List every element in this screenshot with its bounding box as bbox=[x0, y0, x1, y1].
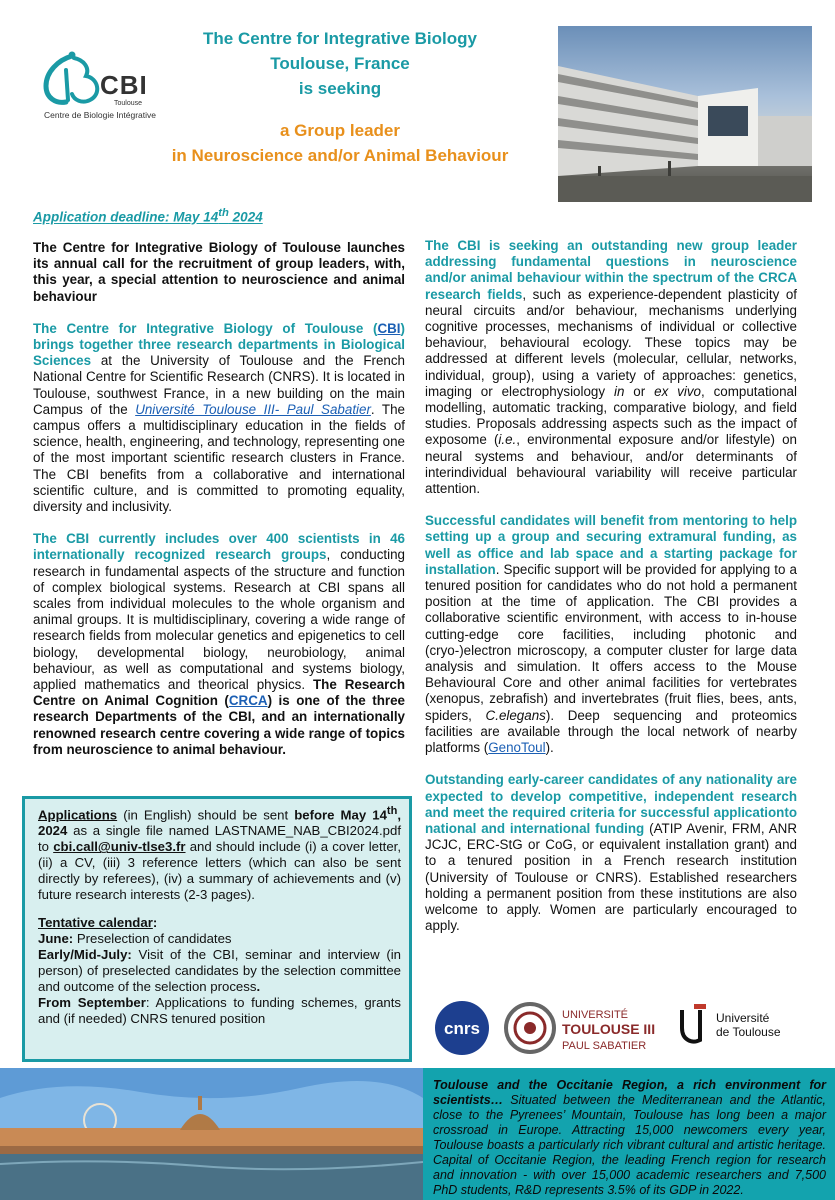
ut3-logo bbox=[506, 1004, 655, 1052]
cbi-desc-bold-a: The Centre for Integrative Biology of Toulouse ( bbox=[33, 320, 378, 336]
applications-deadline: before May 14 bbox=[294, 807, 387, 823]
seeking-paragraph bbox=[425, 238, 797, 497]
applications-label: Applications bbox=[38, 807, 118, 823]
intro-paragraph: The Centre for Integrative Biology of Toulouse launches its annual call for the recruitment of group leaders, with, this year, a special attention to neuroscience and animal behaviour bbox=[33, 240, 405, 304]
calendar-june bbox=[38, 931, 401, 947]
cnrs-logo bbox=[435, 1001, 489, 1055]
cbi-description-paragraph bbox=[33, 321, 405, 515]
udt-line1: Université bbox=[716, 1011, 770, 1025]
title-line-2: Toulouse, France bbox=[270, 54, 410, 73]
title-line-1: The Centre for Integrative Biology bbox=[203, 29, 477, 48]
september-text: : Applications to funding schemes, grants and (if needed) CNRS tenured position bbox=[38, 995, 401, 1027]
cbi-desc-text-2: . The campus offers a multidisciplinary education in the fields of science, health, engineering, and technology, representing one of the most important scientific research clusters in France. The CBI benefits from a collaborative and international scientific culture, and is committed to promoting equality, diversity and inclusivity. bbox=[33, 401, 405, 515]
deadline-year: 2024 bbox=[228, 209, 263, 225]
universite-de-toulouse-logo bbox=[682, 1004, 781, 1042]
cbi-building-photo bbox=[558, 26, 812, 202]
right-column bbox=[425, 238, 797, 950]
benefits-paragraph bbox=[425, 513, 797, 756]
logo-city: Toulouse bbox=[114, 100, 143, 107]
partner-logos bbox=[430, 998, 820, 1058]
june-text: Preselection of candidates bbox=[73, 931, 232, 947]
candidates-text: (ATIP Avenir, FRM, ANR JCJC, ERC-StG or CoG, or equivalent installation grant) and to a tenured position in a French research institution (University of Toulouse or CNRS). Established researchers holding a permanent position from these institutions are also welcome to apply. Women are particularly encouraged to apply. bbox=[425, 820, 797, 934]
applications-text-a: (in English) should be sent bbox=[117, 807, 295, 823]
july-text: Visit of the CBI, seminar and interview (in person) of preselected candidates by the selection committee and outcome of the selection process bbox=[38, 947, 401, 995]
c-elegans: C.elegans bbox=[485, 707, 546, 723]
udt-line2: de Toulouse bbox=[716, 1025, 781, 1039]
ut3-line2: TOULOUSE III bbox=[562, 1021, 656, 1037]
calendar-title: Tentative calendar bbox=[38, 915, 153, 931]
univ-paul-sabatier-link[interactable]: Université Toulouse III- Paul Sabatier bbox=[135, 401, 371, 417]
candidates-bold: Outstanding early-career candidates of any nationality are expected to develop competitive, independent research and meet the required criteria for successful applicationto national and international funding bbox=[425, 772, 797, 836]
applications-deadline-sup: th bbox=[386, 805, 398, 817]
ut3-line3: PAUL SABATIER bbox=[562, 1040, 647, 1052]
deadline-sup: th bbox=[218, 207, 229, 219]
groups-bold: The CBI currently includes over 400 scientists in 46 internationally recognized research groups bbox=[33, 531, 405, 563]
applications-text-c: and should include (i) a cover letter, (ii) a CV, (iii) 3 reference letters (which can also be sent directly by referees), (iv) a summary of achievements and (v) future research interests (2-3 pages). bbox=[38, 839, 401, 903]
cbi-desc-bold-b: ) brings together three research departments in Biological Sciences bbox=[33, 320, 405, 369]
applications-box bbox=[22, 796, 412, 1062]
ex-vivo: ex vivo bbox=[654, 383, 701, 399]
applications-text-b: as a single file named LASTNAME_NAB_CBI2024.pdf to bbox=[38, 823, 401, 855]
page-title bbox=[130, 26, 550, 101]
calendar-july bbox=[38, 947, 401, 995]
logo-full-name: Centre de Biologie Intégrative bbox=[44, 110, 156, 120]
cbi-desc-text: at the University of Toulouse and the French National Centre for Scientific Research (CNRS). It is located in Toulouse, southwest France, in a new building on the main Campus of the bbox=[33, 353, 405, 417]
applications-deadline-year: , 2024 bbox=[38, 807, 401, 839]
calendar-september bbox=[38, 995, 401, 1027]
cbi-groups-paragraph bbox=[33, 531, 405, 758]
crca-bold-b: ) is one of the three research Departments of the CBI, and an internationally renowned research centre covering a wide range of topics from neuroscience to animal behaviour. bbox=[33, 693, 405, 757]
benefits-bold: Successful candidates will benefit from mentoring to help setting up a group and securing extramural funding, as well as office and lab space and a starting package for installation bbox=[425, 513, 797, 577]
toulouse-text: Situated between the Mediterranean and the Atlantic, close to the Pyrenees’ Mountain, Toulouse has long been a major crossroad in Europe. Attracting 15,000 newcomers every year, Toulouse boasts a particularly rich vibrant cultural and artistic heritage. Capital of Occitanie Region, the leading French region for research and innovation - with over 15,000 academic researchers and 7,500 PhD students, R&D represents 3.5% of its GDP in 2022. bbox=[433, 1093, 826, 1197]
seeking-text-a: , such as experience-dependent plasticity of neural circuits and/or behaviour, mechanisms underlying cognitive processes, mechanisms of individual or collective behaviour, behavioural ecology. These topics may be addressed at different levels (molecular, cellular, networks, individual, group), using a variety of approaches: genetics, imaging or electrophysiology bbox=[425, 286, 797, 399]
benefits-text-a: . Specific support will be provided for applying to a tenured position for candidates who do not hold a permanent position at the time of application. The CBI provides a collaborative scientific environment, with access to in-house cutting-edge core facilities, including photonic and (cryo-)electron microscopy, a computer cluster for large data analysis and simulation. It offers access to the Mouse Behavioural Core and other animal facilities for vertebrates (xenopus, zebrafish) and invertebrates (fruit flies, bees, ants, spiders, bbox=[425, 561, 797, 723]
application-deadline bbox=[33, 207, 263, 225]
toulouse-bold: Toulouse and the Occitanie Region, a rich environment for scientists… bbox=[433, 1078, 826, 1107]
july-end: . bbox=[256, 979, 261, 995]
left-column bbox=[33, 240, 405, 774]
seeking-text-c: , environmental exposure and/or lifestyle) on neural systems and behaviour, and/or determinants of interindividual behavioural variability will receive particular attention. bbox=[425, 432, 797, 497]
cbi-link[interactable]: CBI bbox=[377, 320, 401, 336]
toulouse-panorama-photo bbox=[0, 1068, 423, 1200]
title-line-3: is seeking bbox=[298, 79, 382, 98]
ie-abbrev: i.e. bbox=[498, 432, 517, 448]
cbi-swirl-icon bbox=[38, 50, 108, 110]
genotoul-link[interactable]: GenoToul bbox=[488, 740, 546, 756]
july-label: Early/Mid-July: bbox=[38, 947, 132, 963]
position-title bbox=[120, 118, 560, 168]
seeking-bold: The CBI is seeking an outstanding new group leader addressing fundamental questions in neuroscience and/or animal behaviour within the spectrum of the CRCA research fields bbox=[425, 238, 797, 302]
benefits-text-b: ). Deep sequencing and proteomics facilities are available through the local network of nearby platforms ( bbox=[425, 707, 797, 756]
deadline-text: Application deadline: May 14 bbox=[33, 209, 219, 225]
toulouse-info-box bbox=[423, 1068, 835, 1200]
seeking-text-b: , computational modelling, automatic tracking, comparative biology, and field studies. Proposals addressing aspects such as the impact of exposome ( bbox=[425, 383, 797, 448]
ut3-line1: UNIVERSITÉ bbox=[562, 1009, 629, 1021]
title-line-4: a Group leader bbox=[280, 121, 400, 140]
cnrs-text: cnrs bbox=[444, 1019, 480, 1038]
groups-text: , conducting research in fundamental aspects of the structure and function of complex biological systems. Research at CBI spans all scales from individual molecules to the whole organism and animal groups. It is multidisciplinary, covering a wide range of research fields from molecular genetics and epigenetics to cell biology, developmental biology, neurobiology, animal behaviour, as well as computational and systems biology, applied mathematics and theorical physics. bbox=[33, 547, 405, 693]
in-vivo-in: in bbox=[613, 383, 625, 399]
crca-link[interactable]: CRCA bbox=[228, 693, 268, 709]
candidates-paragraph bbox=[425, 772, 797, 934]
title-line-5: in Neuroscience and/or Animal Behaviour bbox=[171, 146, 509, 165]
crca-bold-a: The Research Centre on Animal Cognition ( bbox=[33, 677, 405, 709]
applications-paragraph bbox=[38, 803, 401, 903]
june-label: June: bbox=[38, 931, 74, 947]
calendar-colon: : bbox=[152, 915, 158, 931]
benefits-text-c: ). bbox=[545, 740, 554, 756]
seeking-or: or bbox=[624, 383, 655, 399]
september-label: From September bbox=[38, 995, 146, 1011]
calendar-section bbox=[38, 915, 401, 1027]
application-email-link[interactable]: cbi.call@univ-tlse3.fr bbox=[53, 839, 186, 855]
logo-abbrev: CBI bbox=[100, 70, 148, 100]
